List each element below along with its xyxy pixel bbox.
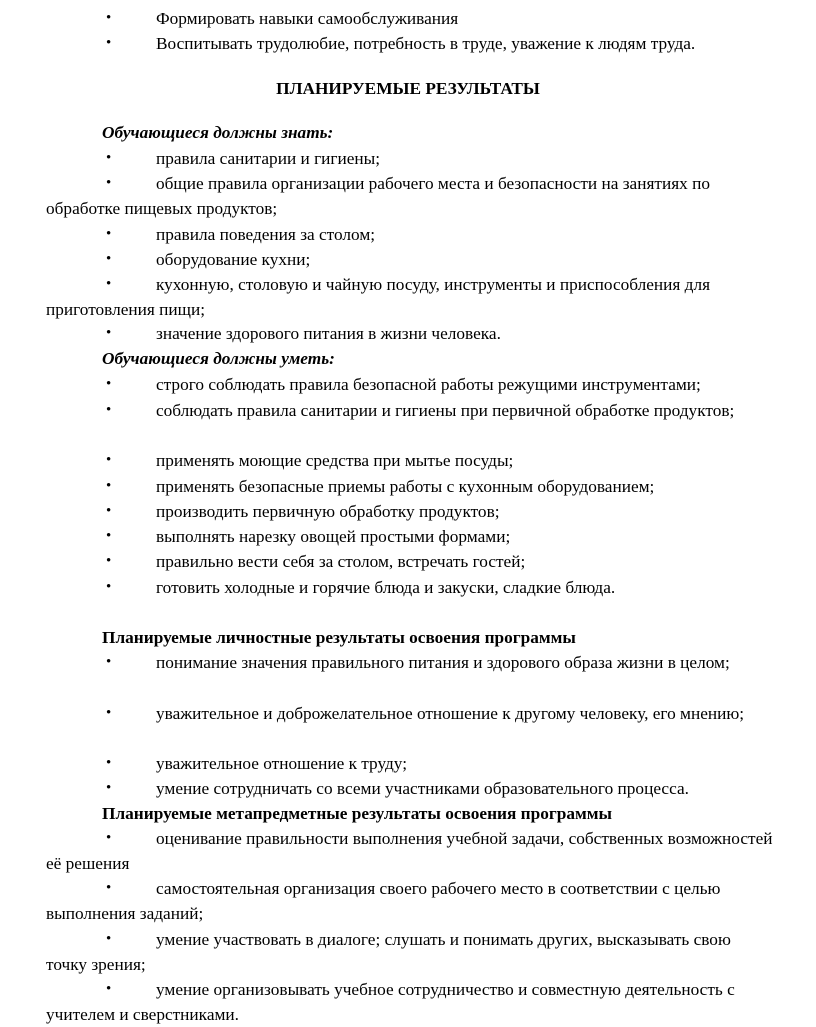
section-title-can: Обучающиеся должны уметь: bbox=[102, 349, 335, 368]
list-item: • производить первичную обработку продуктов; bbox=[46, 499, 776, 524]
bullet-icon: • bbox=[106, 981, 112, 997]
section-title-meta: Планируемые метапредметные результаты освоения программы bbox=[102, 804, 612, 823]
bullet-icon: • bbox=[106, 705, 112, 721]
list-item: • применять моющие средства при мытье посуды; bbox=[46, 448, 776, 473]
section-title-personal: Планируемые личностные результаты освоения программы bbox=[102, 628, 576, 647]
bullet-icon: • bbox=[106, 528, 112, 544]
bullet-icon: • bbox=[106, 579, 112, 595]
bullet-icon: • bbox=[106, 10, 112, 26]
list-item: • кухонную, столовую и чайную посуду, инструменты и приспособления для приготовления пищи; bbox=[46, 272, 776, 322]
list-item: • готовить холодные и горячие блюда и закуски, сладкие блюда. bbox=[46, 575, 776, 600]
bullet-icon: • bbox=[106, 931, 112, 947]
bullet-icon: • bbox=[106, 553, 112, 569]
list-item: • применять безопасные приемы работы с кухонным оборудованием; bbox=[46, 474, 776, 499]
bullet-icon: • bbox=[106, 478, 112, 494]
bullet-icon: • bbox=[106, 452, 112, 468]
list-item: • выполнять нарезку овощей простыми формами; bbox=[46, 524, 776, 549]
bullet-icon: • bbox=[106, 755, 112, 771]
list-item: • самостоятельная организация своего рабочего место в соответствии с целью выполнения заданий; bbox=[46, 876, 776, 926]
bullet-icon: • bbox=[106, 780, 112, 796]
list-item: • Воспитывать трудолюбие, потребность в труде, уважение к людям труда. bbox=[46, 31, 776, 56]
list-item: • умение сотрудничать со всеми участниками образовательного процесса. bbox=[46, 776, 776, 801]
bullet-icon: • bbox=[106, 880, 112, 896]
bullet-icon: • bbox=[106, 325, 112, 341]
bullet-icon: • bbox=[106, 376, 112, 392]
bullet-icon: • bbox=[106, 251, 112, 267]
list-item: • общие правила организации рабочего места и безопасности на занятиях по обработке пищевых продуктов; bbox=[46, 171, 776, 221]
bullet-icon: • bbox=[106, 150, 112, 166]
list-item: • правильно вести себя за столом, встречать гостей; bbox=[46, 549, 776, 574]
list-item: • правила санитарии и гигиены; bbox=[46, 146, 776, 171]
page-title: ПЛАНИРУЕМЫЕ РЕЗУЛЬТАТЫ bbox=[276, 79, 540, 98]
list-item: • умение организовывать учебное сотрудничество и совместную деятельность с учителем и сверстниками. bbox=[46, 977, 776, 1027]
list-item: • строго соблюдать правила безопасной работы режущими инструментами; bbox=[46, 372, 776, 397]
list-item: • оборудование кухни; bbox=[46, 247, 776, 272]
list-item: • Формировать навыки самообслуживания bbox=[46, 6, 776, 31]
bullet-icon: • bbox=[106, 175, 112, 191]
list-item: • оценивание правильности выполнения учебной задачи, собственных возможностей её решения bbox=[46, 826, 776, 876]
list-item: • уважительное отношение к труду; bbox=[46, 751, 776, 776]
list-item: • понимание значения правильного питания и здорового образа жизни в целом; bbox=[46, 650, 776, 675]
bullet-icon: • bbox=[106, 276, 112, 292]
section-title-know: Обучающиеся должны знать: bbox=[102, 123, 334, 142]
list-item: • соблюдать правила санитарии и гигиены при первичной обработке продуктов; bbox=[46, 398, 776, 423]
bullet-icon: • bbox=[106, 654, 112, 670]
bullet-icon: • bbox=[106, 830, 112, 846]
list-item: • уважительное и доброжелательное отношение к другому человеку, его мнению; bbox=[46, 701, 776, 726]
list-item: • значение здорового питания в жизни человека. bbox=[46, 321, 776, 346]
bullet-icon: • bbox=[106, 402, 112, 418]
list-item: • умение участвовать в диалоге; слушать и понимать других, высказывать свою точку зрения; bbox=[46, 927, 776, 977]
bullet-icon: • bbox=[106, 503, 112, 519]
bullet-icon: • bbox=[106, 35, 112, 51]
list-item: • правила поведения за столом; bbox=[46, 222, 776, 247]
bullet-icon: • bbox=[106, 226, 112, 242]
